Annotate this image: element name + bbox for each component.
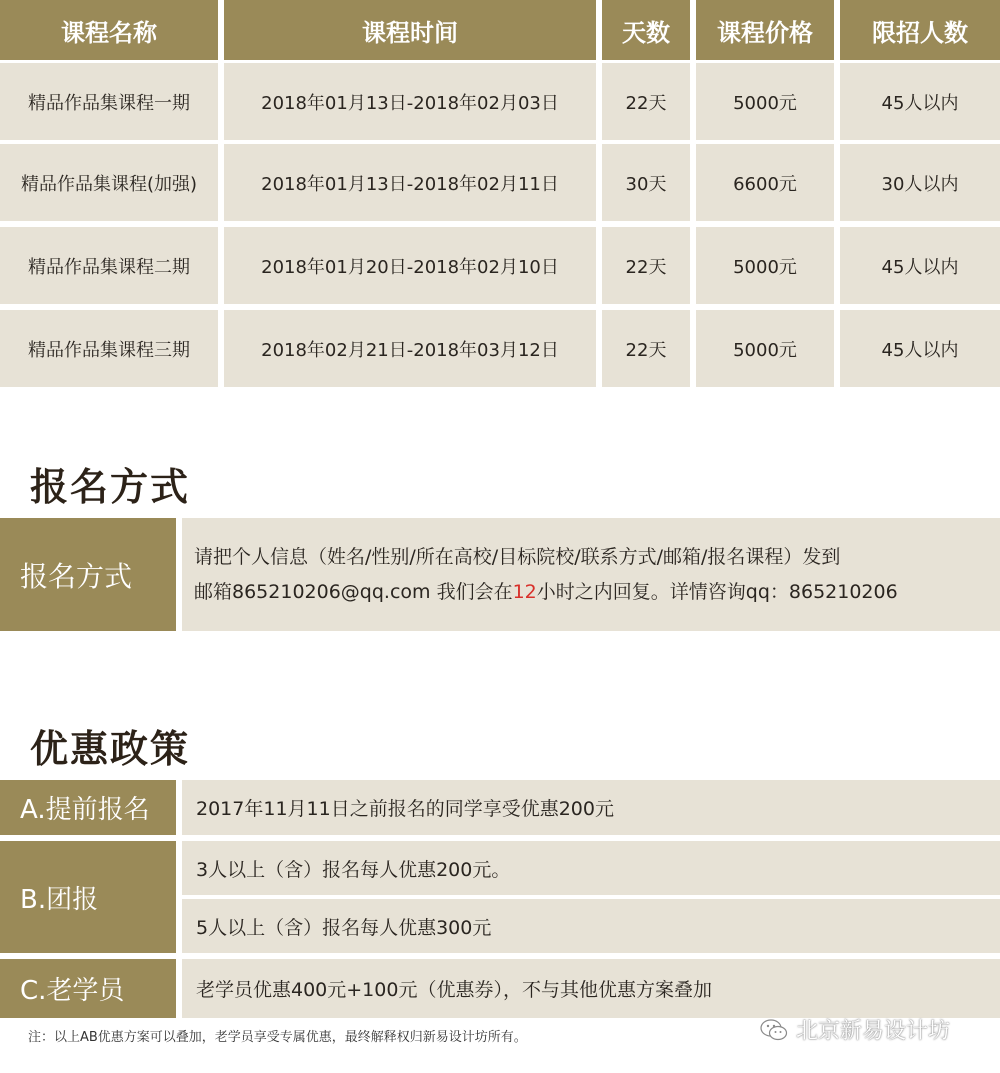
reply-hours-highlight: 12 [512, 581, 537, 603]
signup-line-2 [194, 575, 1000, 610]
table-cell-course-time: 2018年01月13日-2018年02月11日 [224, 144, 596, 221]
table-cell-price: 5000元 [696, 63, 834, 140]
header-course-time: 课程时间 [224, 0, 596, 60]
table-cell-capacity: 45人以内 [840, 63, 1000, 140]
discount-b-label: B.团报 [0, 841, 176, 953]
table-cell-price: 6600元 [696, 144, 834, 221]
signup-line-1: 请把个人信息（姓名/性别/所在高校/目标院校/联系方式/邮箱/报名课程）发到 [194, 546, 841, 568]
signup-info [182, 518, 1000, 631]
wechat-icon [760, 1018, 788, 1042]
discount-a-label: A.提前报名 [0, 780, 176, 835]
discount-c-text: 老学员优惠400元+100元（优惠券），不与其他优惠方案叠加 [182, 959, 1000, 1018]
table-cell-days: 22天 [602, 227, 690, 304]
signup-section-title: 报名方式 [30, 465, 191, 509]
discount-b-text-2: 5人以上（含）报名每人优惠300元 [182, 899, 1000, 953]
brand-name: 北京新易设计坊 [796, 1019, 951, 1044]
header-capacity: 限招人数 [840, 0, 1000, 60]
table-cell-course-time: 2018年01月13日-2018年02月03日 [224, 63, 596, 140]
header-price: 课程价格 [696, 0, 834, 60]
discount-c-label: C.老学员 [0, 959, 176, 1018]
footer-note: 注：以上AB优惠方案可以叠加，老学员享受专属优惠，最终解释权归新易设计坊所有。 [28, 1030, 527, 1045]
table-cell-days: 22天 [602, 63, 690, 140]
signup-label: 报名方式 [0, 518, 176, 631]
signup-email-text: 邮箱865210206@qq.com 我们会在 [194, 581, 513, 603]
table-cell-capacity: 45人以内 [840, 227, 1000, 304]
table-cell-capacity: 45人以内 [840, 310, 1000, 387]
table-cell-course-name: 精品作品集课程二期 [0, 227, 218, 304]
table-cell-course-time: 2018年01月20日-2018年02月10日 [224, 227, 596, 304]
header-days: 天数 [602, 0, 690, 60]
table-cell-capacity: 30人以内 [840, 144, 1000, 221]
table-cell-course-time: 2018年02月21日-2018年03月12日 [224, 310, 596, 387]
table-cell-price: 5000元 [696, 310, 834, 387]
discount-b-text-1: 3人以上（含）报名每人优惠200元。 [182, 841, 1000, 895]
table-cell-days: 30天 [602, 144, 690, 221]
table-cell-course-name: 精品作品集课程三期 [0, 310, 218, 387]
table-cell-days: 22天 [602, 310, 690, 387]
table-cell-course-name: 精品作品集课程一期 [0, 63, 218, 140]
signup-contact-text: 小时之内回复。详情咨询qq：865210206 [536, 581, 898, 603]
discount-a-text: 2017年11月11日之前报名的同学享受优惠200元 [182, 780, 1000, 835]
table-cell-course-name: 精品作品集课程(加强) [0, 144, 218, 221]
discount-section-title: 优惠政策 [30, 727, 191, 771]
table-cell-price: 5000元 [696, 227, 834, 304]
brand-watermark [760, 1014, 950, 1045]
header-course-name: 课程名称 [0, 0, 218, 60]
